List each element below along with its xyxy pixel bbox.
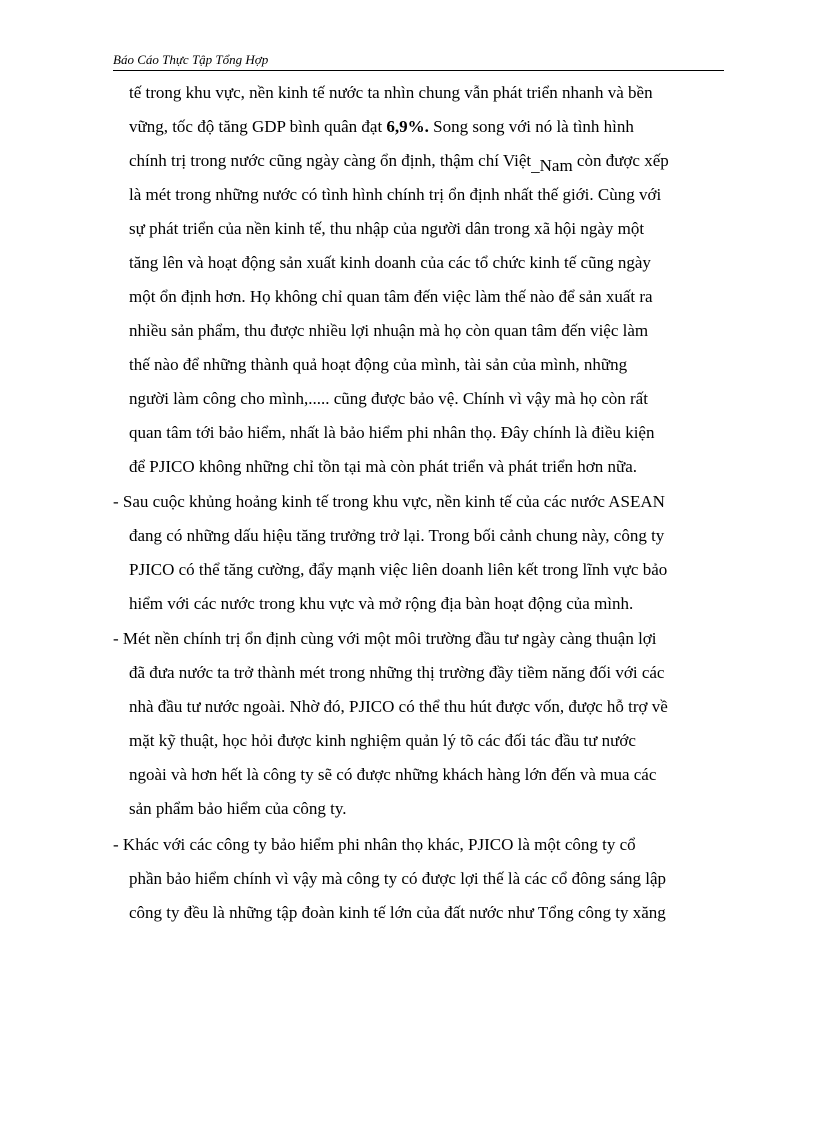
- text-run-subscript: _Nam: [531, 156, 573, 175]
- text-line: để PJICO không những chỉ tồn tại mà còn phát triển và phát triển hơn nữa.: [129, 457, 638, 476]
- bullet-line: - Khác với các công ty bảo hiểm phi nhân thọ khác, PJICO là một công ty cổ: [113, 835, 636, 854]
- text-line: phần bảo hiểm chính vì vậy mà công ty có được lợi thế là các cổ đông sáng lập: [129, 869, 667, 888]
- text-line: sản phẩm bảo hiểm của công ty.: [129, 799, 347, 818]
- text-line: hiểm với các nước trong khu vực và mở rộng địa bàn hoạt động của mình.: [129, 594, 634, 613]
- text-line: nhà đầu tư nước ngoài. Nhờ đó, PJICO có thể thu hút được vốn, được hỗ trợ về: [129, 697, 668, 716]
- text-line: ngoài và hơn hết là công ty sẽ có được những khách hàng lớn đến và mua các: [129, 765, 657, 784]
- text-line: thế nào để những thành quả hoạt động của mình, tài sản của mình, những: [129, 355, 628, 374]
- text-line: PJICO có thể tăng cường, đẩy mạnh việc liên doanh liên kết trong lĩnh vực bảo: [129, 560, 668, 579]
- text-line: người làm công cho mình,..... cũng được bảo vệ. Chính vì vậy mà họ còn rất: [129, 389, 648, 408]
- text-line: nhiều sản phẩm, thu được nhiều lợi nhuận mà họ còn quan tâm đến việc làm: [129, 321, 649, 340]
- text-line: một ổn định hơn. Họ không chỉ quan tâm đến việc làm thế nào để sản xuất ra: [129, 287, 653, 306]
- text-line: tế trong khu vực, nền kinh tế nước ta nhìn chung vẫn phát triển nhanh và bền: [129, 83, 653, 102]
- text-line: [129, 150, 669, 177]
- text-line: mặt kỹ thuật, học hỏi được kinh nghiệm quản lý tõ các đối tác đầu tư nước: [129, 731, 636, 750]
- text-line: sự phát triển của nền kinh tế, thu nhập của người dân trong xã hội ngày một: [129, 219, 645, 238]
- page-header: Báo Cáo Thực Tập Tổng Hợp: [113, 52, 724, 71]
- text-line: [129, 116, 634, 138]
- text-run: còn được xếp: [572, 151, 669, 170]
- text-line: quan tâm tới bảo hiểm, nhất là bảo hiểm phi nhân thọ. Đây chính là điều kiện: [129, 423, 655, 442]
- gdp-growth-value: 6,9%.: [386, 117, 429, 136]
- text-run: Song song với nó là tình hình: [428, 117, 634, 136]
- bullet-line: - Sau cuộc khủng hoảng kinh tế trong khu vực, nền kinh tế của các nước ASEAN: [113, 492, 665, 511]
- text-line: tăng lên và hoạt động sản xuất kinh doanh của các tổ chức kinh tế cũng ngày: [129, 253, 651, 272]
- bullet-line: - Mét nền chính trị ổn định cùng với một môi trường đầu tư ngày càng thuận lợi: [113, 629, 657, 648]
- text-run: vững, tốc độ tăng GDP bình quân đạt: [129, 117, 387, 136]
- text-line: công ty đều là những tập đoàn kinh tế lớn của đất nước như Tổng công ty xăng: [129, 903, 666, 922]
- text-line: đang có những dấu hiệu tăng trưởng trở lại. Trong bối cảnh chung này, công ty: [129, 526, 665, 545]
- text-line: đã đưa nước ta trở thành mét trong những thị trường đầy tiềm năng đối với các: [129, 663, 665, 682]
- text-run: chính trị trong nước cũng ngày càng ổn định, thậm chí Việt: [129, 151, 532, 170]
- text-line: là mét trong những nước có tình hình chính trị ổn định nhất thế giới. Cùng với: [129, 185, 662, 204]
